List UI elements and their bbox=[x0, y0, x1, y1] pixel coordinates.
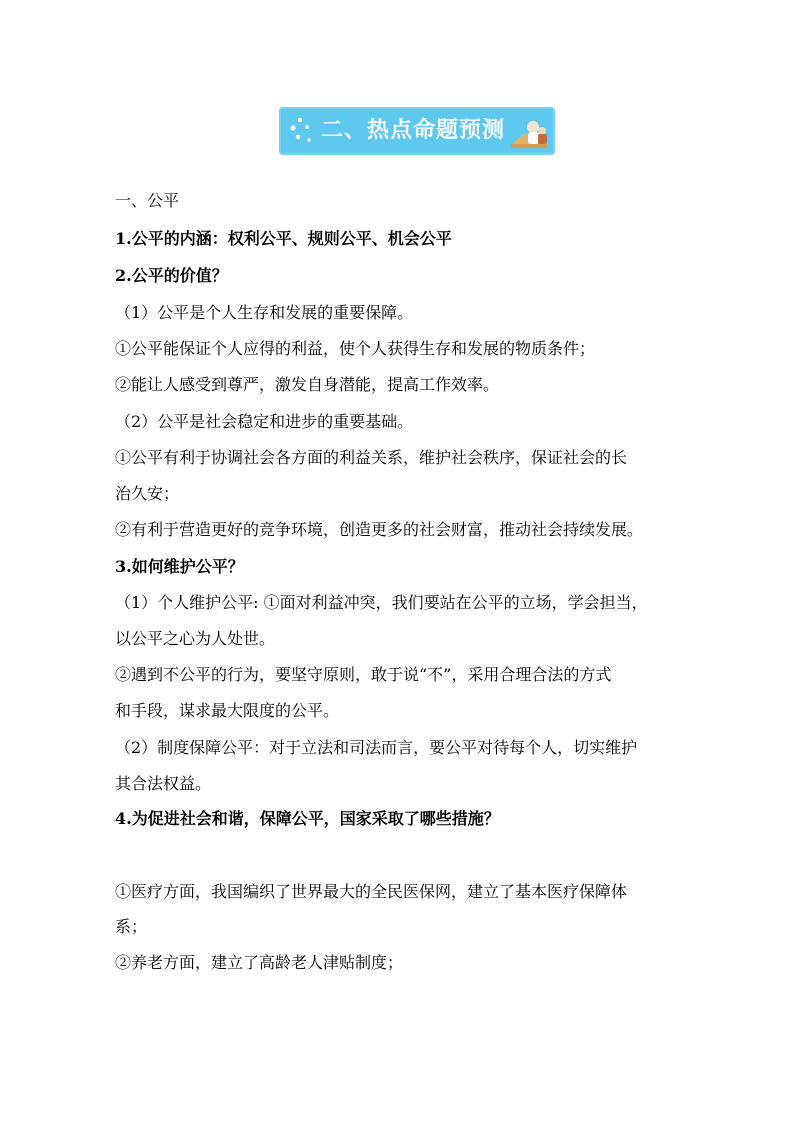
paragraph-line: （2）制度保障公平：对于立法和司法而言，要公平对待每个人，切实维护 bbox=[115, 738, 638, 757]
section-banner bbox=[279, 107, 555, 155]
paragraph-line: ①医疗方面，我国编织了世界最大的全民医保网，建立了基本医疗保障体 bbox=[115, 882, 628, 901]
paragraph-line: （2）公平是社会稳定和进步的重要基础。 bbox=[115, 412, 414, 431]
paragraph-line: ①公平有利于协调社会各方面的利益关系，维护社会秩序，保证社会的长 bbox=[115, 448, 628, 467]
question-heading: 2.公平的价值？ bbox=[115, 266, 228, 285]
paragraph-line: 和手段，谋求最大限度的公平。 bbox=[115, 701, 340, 720]
paragraph-line: 治久安； bbox=[115, 484, 180, 503]
paragraph-line: （1）个人维护公平: ①面对利益冲突，我们要站在公平的立场，学会担当， bbox=[115, 593, 648, 612]
paragraph-line: ②有利于营造更好的竞争环境，创造更多的社会财富，推动社会持续发展。 bbox=[115, 520, 644, 539]
sparkle-icon bbox=[287, 113, 315, 147]
question-heading: 3.如何维护公平？ bbox=[115, 557, 244, 576]
paragraph-line: ①公平能保证个人应得的利益，使个人获得生存和发展的物质条件； bbox=[115, 339, 596, 358]
paragraph-line: ②养老方面，建立了高龄老人津贴制度； bbox=[115, 953, 404, 972]
paragraph-line: ②遇到不公平的行为，要坚守原则，敢于说“不”，采用合理合法的方式 bbox=[115, 665, 612, 684]
banner-title: 二、热点命题预测 bbox=[321, 118, 506, 143]
paragraph-line: 以公平之心为人处世。 bbox=[115, 629, 276, 648]
section-heading: 一、公平 bbox=[115, 191, 180, 210]
paragraph-line: （1）公平是个人生存和发展的重要保障。 bbox=[115, 303, 414, 322]
paragraph-line: 系； bbox=[115, 917, 148, 936]
question-heading: 4.为促进社会和谐，保障公平，国家采取了哪些措施？ bbox=[115, 809, 500, 828]
question-heading: 1.公平的内涵：权利公平、规则公平、机会公平 bbox=[115, 229, 452, 248]
paragraph-line: 其合法权益。 bbox=[115, 774, 212, 793]
reading-figures-icon bbox=[509, 115, 549, 149]
paragraph-line: ②能让人感受到尊严，激发自身潜能，提高工作效率。 bbox=[115, 375, 500, 394]
